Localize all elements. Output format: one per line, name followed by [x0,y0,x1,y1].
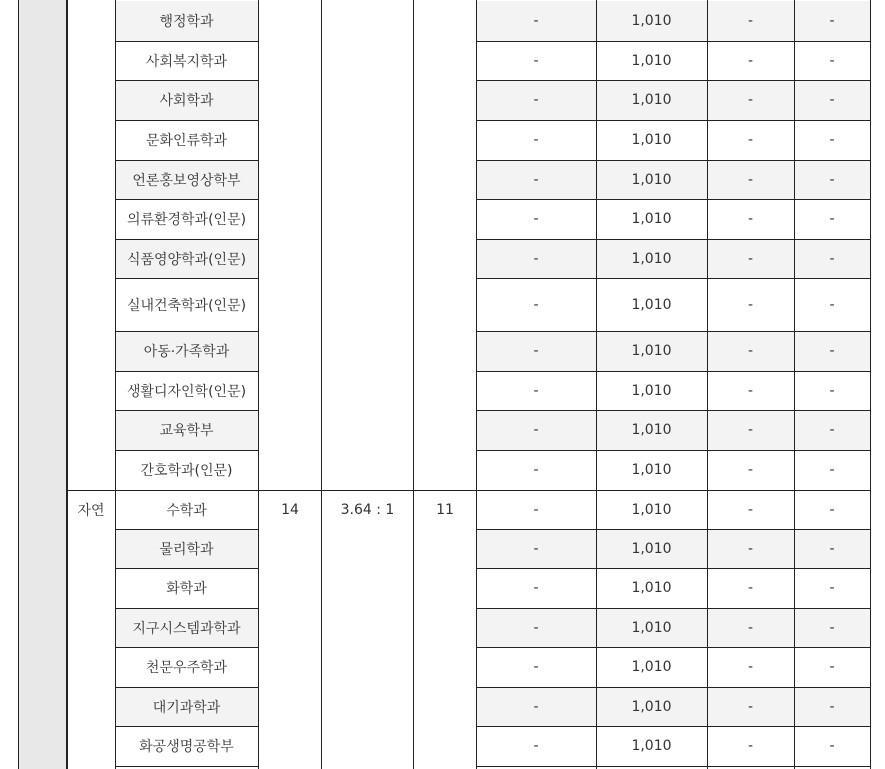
data-cell: - [533,52,539,69]
dept-name-cell: 수학과 [166,502,207,519]
data-cell: 1,010 [631,422,672,438]
dept-name-cell: 간호학과(인문) [140,463,233,479]
data-cell: - [829,619,835,636]
left-category-column [18,0,68,769]
data-cell: - [533,738,539,754]
data-cell: 1,010 [631,698,672,715]
row-line [115,766,258,767]
data-cell: - [747,422,754,438]
dept-name-cell: 교육학부 [159,423,214,439]
dept-name-cell: 화학과 [166,581,207,597]
data-cell: - [829,382,835,399]
data-cell: - [747,540,754,557]
dept-name-cell: 행정학과 [159,13,214,30]
data-cell: - [533,132,539,148]
data-cell: - [829,296,835,313]
data-cell: - [829,132,835,148]
data-cell: - [533,659,539,675]
data-cell: - [829,580,835,596]
data-cell: - [747,12,754,29]
data-cell: - [533,540,539,557]
data-cell: 1,010 [631,738,672,754]
dept-name-cell: 물리학과 [159,541,214,558]
data-cell: - [747,580,754,596]
group-count-value: 11 [436,501,454,518]
col-line [258,0,259,769]
data-cell: - [829,12,835,29]
data-cell: 1,010 [631,132,672,148]
dept-name-cell: 의류환경학과(인문) [126,212,247,228]
data-cell: - [533,382,539,399]
data-cell: - [533,462,539,478]
data-cell: 1,010 [631,52,672,69]
dept-name-cell: 생활디자인학(인문) [126,383,247,400]
data-cell: 1,010 [631,540,672,557]
dept-name-cell: 천문우주학과 [145,660,228,676]
data-cell: - [747,296,754,313]
data-cell: - [829,250,835,267]
data-cell: - [829,171,835,188]
data-cell: 1,010 [631,12,672,29]
group-ratio-value: 3.64 : 1 [340,501,395,518]
dept-name-cell: 사회학과 [159,93,214,109]
data-cell: 1,010 [631,501,672,518]
data-cell: 1,010 [631,296,672,313]
data-cell: - [829,422,835,438]
data-cell: - [533,92,539,108]
data-cell: - [747,659,754,675]
data-cell: 1,010 [631,171,672,188]
data-cell: - [747,501,754,518]
data-cell: - [747,382,754,399]
data-cell: - [533,12,539,29]
data-cell: 1,010 [631,382,672,399]
data-cell: 1,010 [631,659,672,675]
data-cell: - [747,462,754,478]
data-cell: - [533,296,539,313]
data-cell: 1,010 [631,462,672,478]
data-cell: - [533,422,539,438]
dept-name-cell: 화공생명공학부 [139,739,234,755]
data-cell: - [829,92,835,108]
row-line [476,766,870,767]
data-cell: - [747,738,754,754]
data-cell: - [829,659,835,675]
data-cell: 1,010 [631,211,672,227]
data-cell: - [829,501,835,518]
data-cell: - [747,619,754,636]
data-cell: - [533,580,539,596]
dept-name-cell: 사회복지학과 [145,53,228,70]
data-cell: 1,010 [631,92,672,108]
col-line [321,0,322,769]
data-cell: - [829,462,835,478]
data-cell: - [829,343,835,359]
dept-name-cell: 아동·가족학과 [143,344,230,360]
data-cell: - [829,211,835,227]
col-line [870,0,871,769]
data-cell: - [747,698,754,715]
col-line [66,0,67,769]
data-cell: 1,010 [631,250,672,267]
data-cell: - [829,698,835,715]
data-cell: - [747,250,754,267]
dept-name-cell: 식품영양학과(인문) [126,251,247,268]
data-cell: - [533,171,539,188]
dept-name-cell: 실내건축학과(인문) [126,297,247,314]
data-cell: - [533,343,539,359]
data-cell: - [829,540,835,557]
data-cell: - [533,250,539,267]
data-cell: 1,010 [631,619,672,636]
data-cell: 1,010 [631,343,672,359]
data-cell: - [747,343,754,359]
data-cell: - [747,211,754,227]
data-cell: - [747,92,754,108]
group-quota-value: 14 [281,501,299,518]
data-cell: - [533,501,539,518]
col-line [413,0,414,769]
data-cell: - [533,211,539,227]
data-cell: 1,010 [631,580,672,596]
data-cell: - [533,698,539,715]
dept-name-cell: 언론홍보영상학부 [132,172,241,189]
data-cell: - [747,171,754,188]
data-cell: - [829,738,835,754]
dept-name-cell: 문화인류학과 [145,133,228,149]
dept-name-cell: 지구시스템과학과 [132,620,241,637]
data-cell: - [533,619,539,636]
data-cell: - [747,52,754,69]
group-category-label: 자연 [77,502,105,519]
data-cell: - [747,132,754,148]
dept-name-cell: 대기과학과 [152,699,221,716]
data-cell: - [829,52,835,69]
